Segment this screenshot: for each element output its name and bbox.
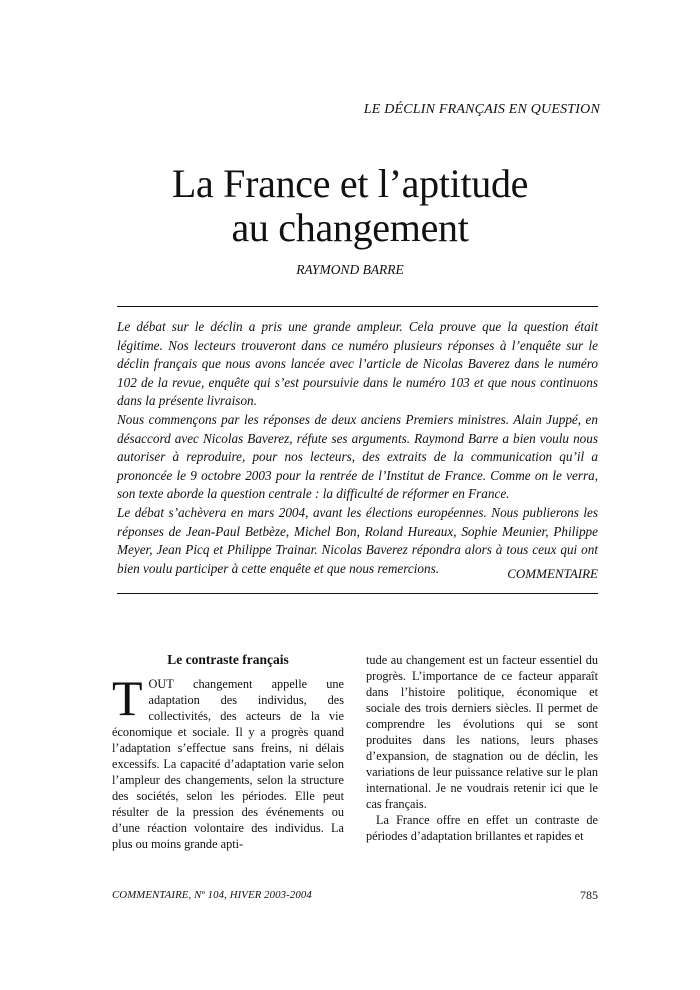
- intro-paragraph-3: Le débat s’achèvera en mars 2004, avant les élections européennes. Nous publierons les réponses de Jean-Paul Betbèze, Michel Bon, Roland Hureaux, Sophie Meunier, Philippe Meyer, Jean Picq et Philippe Trainar. Nicolas Baverez répondra alors à tous ceux qui ont bien voulu participer à cette enquête et que nous remercions.: [117, 504, 598, 576]
- body-paragraph-1: [112, 670, 344, 852]
- first-word: OUT: [148, 677, 174, 691]
- intro-paragraph-2: Nous commençons par les réponses de deux anciens Premiers ministres. Alain Juppé, en désaccord avec Nicolas Baverez, réfute ses arguments. Raymond Barre a bien voulu nous autoriser à reproduire, pour nos lecteurs, des extraits de la communication qu’il a prononcée le 9 octobre 2003 pour la rentrée de l’Institut de France. Comme on le verra, son texte aborde la question centrale : la difficulté de réformer en France.: [117, 411, 598, 502]
- title-line-1: La France et l’aptitude: [171, 161, 529, 206]
- author-name: RAYMOND BARRE: [296, 262, 404, 277]
- drop-cap: T: [112, 670, 143, 726]
- bottom-divider: [117, 593, 598, 594]
- section-heading: Le contraste français: [167, 652, 289, 667]
- journal-citation: COMMENTAIRE, Nº 104, HIVER 2003-2004: [112, 889, 312, 901]
- editorial-intro: [117, 318, 598, 578]
- body-paragraph-1-cont: tude au changement est un facteur essentiel du progrès. L’importance de ce facteur apparaît dans l’histoire politique, économique et sociale des trois derniers siècles. Il permet de comprendre les évolutions qui se sont produites dans les nations, leurs phases d’expansion, de stagnation ou de déclin, les variations de leur puissance relative sur le plan international. Je ne voudrais retenir ici que le cas français.: [366, 653, 598, 811]
- intro-signoff: COMMENTAIRE: [507, 566, 598, 581]
- body-paragraph-2: La France offre en effet un contraste de périodes d’adaptation brillantes et rapides et: [366, 813, 598, 843]
- body-column-right: [366, 652, 598, 844]
- page-number: 785: [580, 888, 598, 902]
- body-column-left: [112, 670, 344, 852]
- top-divider: [117, 306, 598, 307]
- intro-paragraph-1: Le débat sur le déclin a pris une grande ampleur. Cela prouve que la question était légitime. Nos lecteurs trouveront dans ce numéro plusieurs réponses à l’enquête sur le déclin français que nous avons lancée avec l’article de Nicolas Baverez dans le numéro 102 de la revue, enquête qui s’est poursuivie dans le numéro 103 et que nous continuons dans la présente livraison.: [117, 319, 598, 409]
- section-rubric: LE DÉCLIN FRANÇAIS EN QUESTION: [363, 102, 600, 117]
- article-title: [0, 162, 700, 250]
- title-line-2: au changement: [231, 205, 469, 250]
- body-paragraph-1-text: changement appelle une adaptation des individus, des collectivités, des acteurs de la vie économique et sociale. Il y a progrès quand l’adaptation s’effectue sans freins, ni délais excessifs. La capacité d’adaptation varie selon l’ampleur des changements, selon la structure des sociétés, selon les périodes. Elle peut résulter de la pression des événements ou d’une réaction volontaire des individus. La plus ou moins grande apti-: [112, 677, 344, 851]
